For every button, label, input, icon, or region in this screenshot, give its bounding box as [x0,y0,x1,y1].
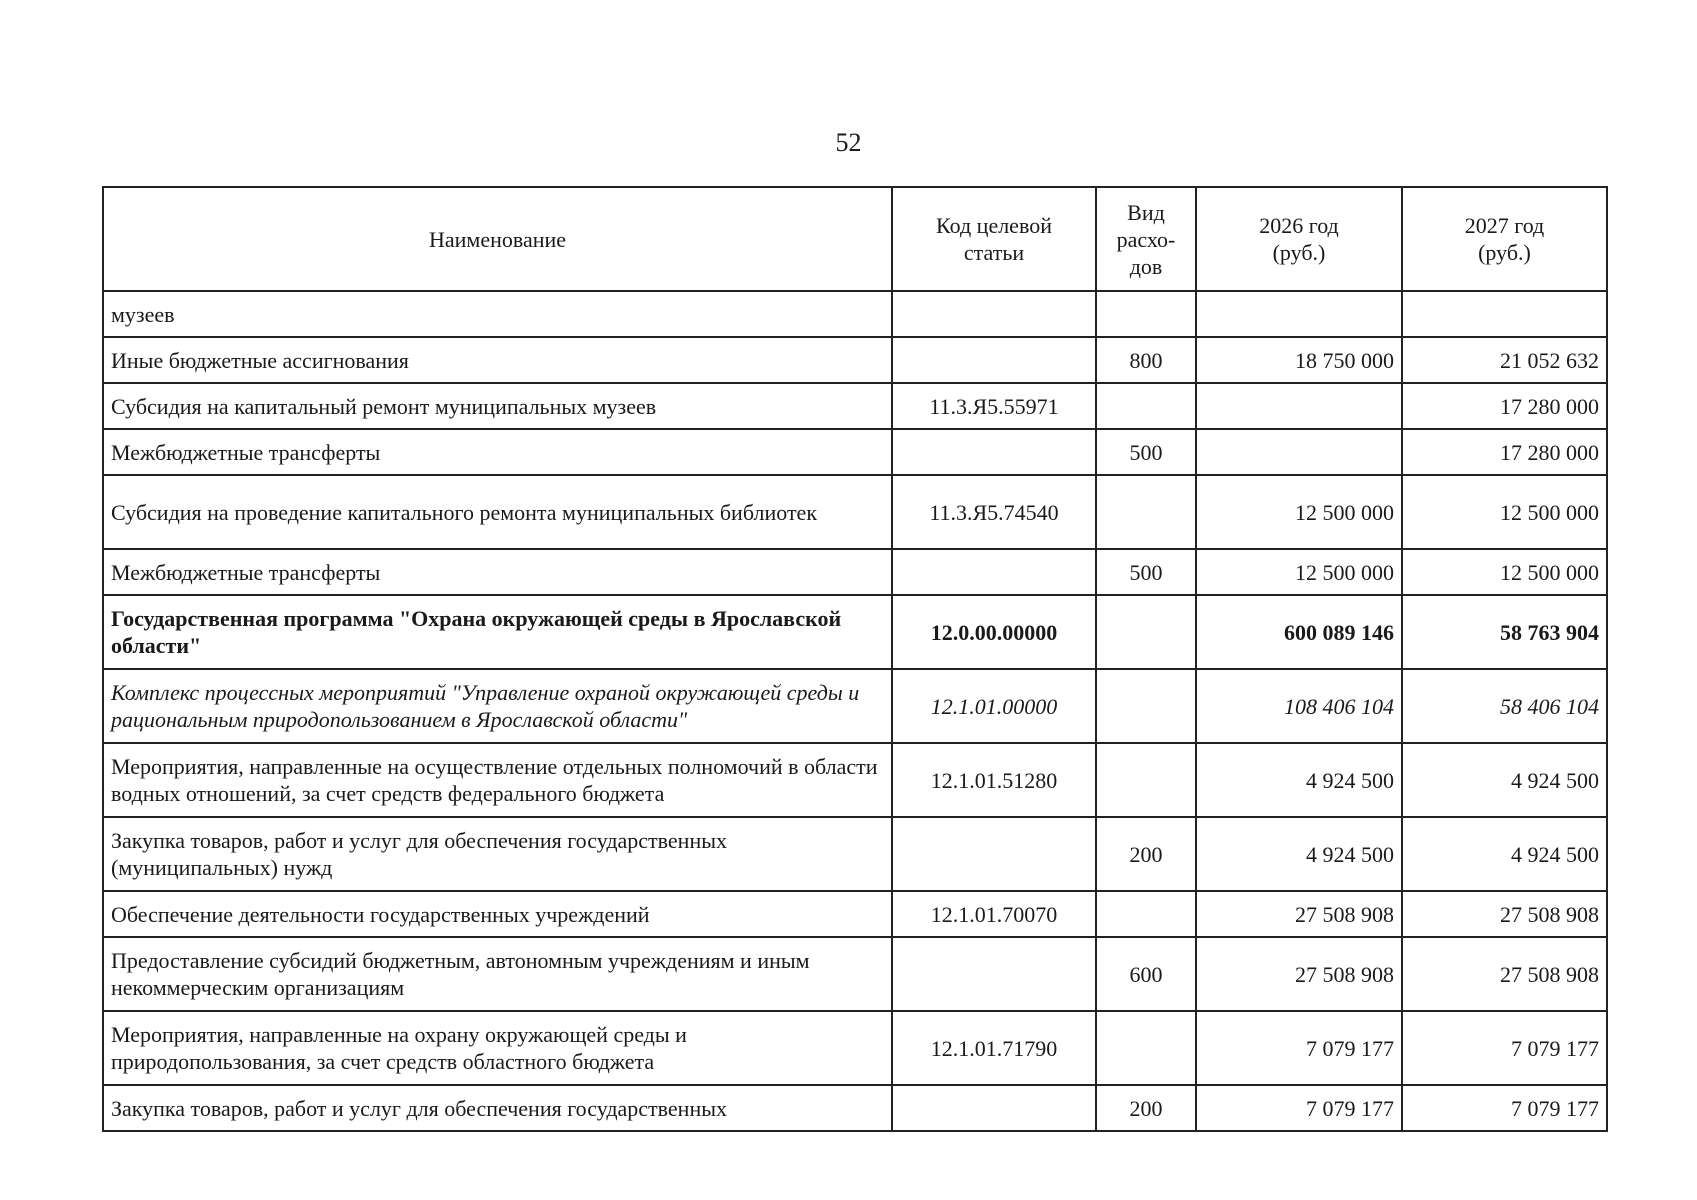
cell-code [892,937,1096,1011]
table-row [103,1085,1607,1131]
cell-name: Мероприятия, направленные на охрану окружающей среды и природопользования, за счет средств областного бюджета [103,1011,892,1085]
cell-name: Межбюджетные трансферты [103,429,892,475]
cell-2027: 12 500 000 [1402,475,1607,549]
table-row [103,1011,1607,1085]
cell-kind [1096,1011,1196,1085]
cell-kind [1096,383,1196,429]
cell-kind [1096,475,1196,549]
cell-2026: 12 500 000 [1196,475,1402,549]
cell-code: 12.1.01.51280 [892,743,1096,817]
table-row [103,383,1607,429]
cell-code: 12.1.01.00000 [892,669,1096,743]
cell-2027: 58 763 904 [1402,595,1607,669]
cell-2026 [1196,429,1402,475]
cell-kind: 600 [1096,937,1196,1011]
cell-2026: 27 508 908 [1196,891,1402,937]
cell-2027: 27 508 908 [1402,937,1607,1011]
cell-name: Межбюджетные трансферты [103,549,892,595]
header-2026: 2026 год (руб.) [1196,187,1402,291]
cell-kind: 500 [1096,429,1196,475]
cell-kind [1096,891,1196,937]
cell-code: 12.1.01.71790 [892,1011,1096,1085]
table-body [103,291,1607,1131]
cell-code [892,291,1096,337]
cell-name: Закупка товаров, работ и услуг для обеспечения государственных [103,1085,892,1131]
cell-code [892,817,1096,891]
cell-code [892,429,1096,475]
cell-2026: 27 508 908 [1196,937,1402,1011]
table-row [103,291,1607,337]
cell-code [892,549,1096,595]
cell-kind [1096,669,1196,743]
cell-name: музеев [103,291,892,337]
cell-kind: 800 [1096,337,1196,383]
cell-2026: 12 500 000 [1196,549,1402,595]
cell-code: 11.3.Я5.55971 [892,383,1096,429]
header-code: Код целевой статьи [892,187,1096,291]
cell-2026 [1196,383,1402,429]
table-row [103,475,1607,549]
cell-kind [1096,743,1196,817]
cell-name: Государственная программа "Охрана окружающей среды в Ярославской области" [103,595,892,669]
cell-kind: 500 [1096,549,1196,595]
cell-kind: 200 [1096,817,1196,891]
cell-2027: 27 508 908 [1402,891,1607,937]
cell-kind: 200 [1096,1085,1196,1131]
cell-code [892,1085,1096,1131]
cell-2027: 21 052 632 [1402,337,1607,383]
table-row [103,669,1607,743]
cell-name: Закупка товаров, работ и услуг для обеспечения государственных (муниципальных) нужд [103,817,892,891]
cell-2026: 7 079 177 [1196,1011,1402,1085]
cell-name: Иные бюджетные ассигнования [103,337,892,383]
table-row [103,743,1607,817]
header-2027: 2027 год (руб.) [1402,187,1607,291]
cell-2027: 4 924 500 [1402,743,1607,817]
page-number: 52 [835,128,862,157]
cell-2026: 600 089 146 [1196,595,1402,669]
table-row [103,937,1607,1011]
cell-name: Субсидия на проведение капитального ремонта муниципальных библиотек [103,475,892,549]
cell-2027: 58 406 104 [1402,669,1607,743]
cell-2027: 7 079 177 [1402,1011,1607,1085]
table-row [103,337,1607,383]
table-header-row [103,187,1607,291]
table-row [103,891,1607,937]
cell-2026: 7 079 177 [1196,1085,1402,1131]
cell-name: Мероприятия, направленные на осуществление отдельных полномочий в области водных отношений, за счет средств федерального бюджета [103,743,892,817]
cell-2027: 7 079 177 [1402,1085,1607,1131]
table-row [103,595,1607,669]
cell-2026: 108 406 104 [1196,669,1402,743]
cell-code: 11.3.Я5.74540 [892,475,1096,549]
cell-2027: 12 500 000 [1402,549,1607,595]
cell-2026: 18 750 000 [1196,337,1402,383]
cell-code: 12.0.00.00000 [892,595,1096,669]
table-row [103,817,1607,891]
cell-2027: 17 280 000 [1402,383,1607,429]
cell-code [892,337,1096,383]
cell-2026: 4 924 500 [1196,743,1402,817]
table-row [103,549,1607,595]
cell-2027: 17 280 000 [1402,429,1607,475]
cell-2026: 4 924 500 [1196,817,1402,891]
cell-name: Обеспечение деятельности государственных учреждений [103,891,892,937]
cell-name: Предоставление субсидий бюджетным, автономным учреждениям и иным некоммерческим организациям [103,937,892,1011]
header-kind: Вид расхо-дов [1096,187,1196,291]
cell-kind [1096,595,1196,669]
cell-2027: 4 924 500 [1402,817,1607,891]
cell-2027 [1402,291,1607,337]
header-name: Наименование [103,187,892,291]
cell-2026 [1196,291,1402,337]
cell-code: 12.1.01.70070 [892,891,1096,937]
cell-name: Субсидия на капитальный ремонт муниципальных музеев [103,383,892,429]
budget-table [102,186,1608,1132]
cell-name: Комплекс процессных мероприятий "Управление охраной окружающей среды и рациональным природопользованием в Ярославской области" [103,669,892,743]
cell-kind [1096,291,1196,337]
table-row [103,429,1607,475]
